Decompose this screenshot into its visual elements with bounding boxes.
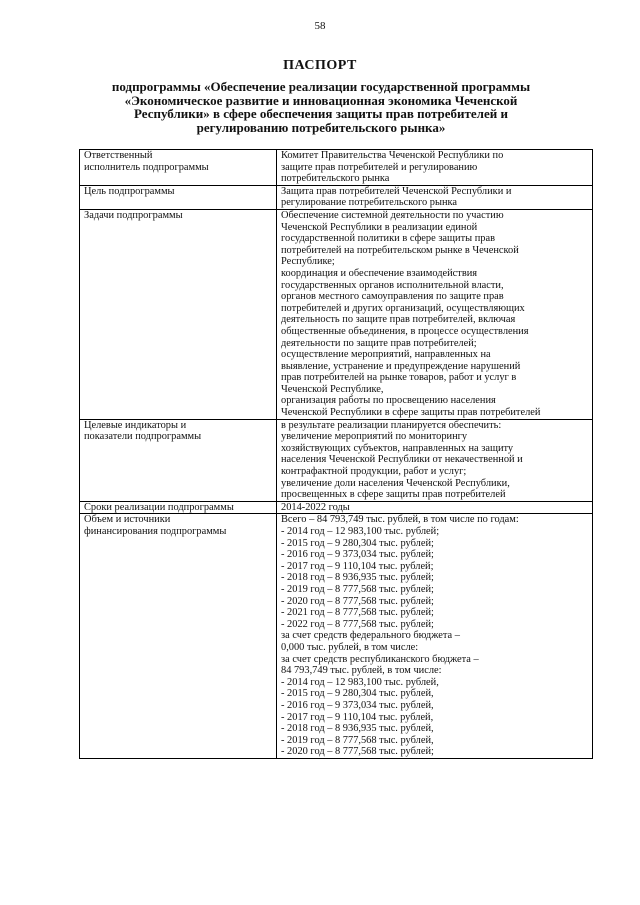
row-value-line: - 2015 год – 9 280,304 тыс. рублей, xyxy=(281,688,434,700)
table-row xyxy=(80,419,593,501)
row-label-cell xyxy=(80,150,277,186)
row-value-line: организация работы по просвещению населения xyxy=(281,395,496,407)
row-value-line: общественные объединения, в процессе осуществления xyxy=(281,325,529,337)
row-value-line: - 2014 год – 12 983,100 тыс. рублей; xyxy=(281,526,440,537)
row-value-line: за счет средств федерального бюджета – xyxy=(281,630,460,642)
row-value-line: государственных органов исполнительной власти, xyxy=(281,279,504,291)
row-value-line: государственной политики в сфере защиты прав xyxy=(281,233,495,245)
row-value-line: - 2019 год – 8 777,568 тыс. рублей, xyxy=(281,734,434,746)
row-value-line: Защита прав потребителей Чеченской Республики и xyxy=(281,185,512,197)
row-value-line: Чеченской Республики в реализации единой xyxy=(281,221,478,233)
table-row xyxy=(80,185,593,209)
row-value-line: - 2018 год – 8 936,935 тыс. рублей, xyxy=(281,723,434,735)
row-value-line: - 2020 год – 8 777,568 тыс. рублей; xyxy=(281,595,434,607)
table-row xyxy=(80,209,593,419)
row-value-line: потребителей на потребительском рынке в Чеченской xyxy=(281,244,519,256)
table-row xyxy=(80,501,593,514)
row-value-line: увеличение доли населения Чеченской Республики, xyxy=(281,477,510,489)
document-subtitle xyxy=(105,80,537,134)
row-value-line: осуществление мероприятий, направленных на xyxy=(281,349,491,361)
row-label-line: Задачи подпрограммы xyxy=(84,209,183,221)
row-value-line: - 2017 год – 9 110,104 тыс. рублей; xyxy=(281,560,434,572)
row-label-line: финансирования подпрограммы xyxy=(84,526,227,537)
row-value-line: - 2019 год – 8 777,568 тыс. рублей; xyxy=(281,583,434,595)
table-row xyxy=(80,150,593,186)
row-value-line: - 2022 год – 8 777,568 тыс. рублей; xyxy=(281,618,434,630)
passport-table xyxy=(79,149,593,759)
row-value-line: - 2018 год – 8 936,935 тыс. рублей; xyxy=(281,572,434,584)
row-value-line: Чеченской Республике, xyxy=(281,383,384,395)
row-value-line: - 2017 год – 9 110,104 тыс. рублей, xyxy=(281,711,434,723)
row-value-line: - 2020 год – 8 777,568 тыс. рублей; xyxy=(281,746,434,758)
row-value-cell xyxy=(277,150,593,186)
row-value-cell xyxy=(277,501,593,514)
row-label-cell xyxy=(80,514,277,758)
row-value-line: Обеспечение системной деятельности по участию xyxy=(281,209,504,221)
row-value-line: Республике; xyxy=(281,256,335,268)
row-value-line: регулирование потребительского рынка xyxy=(281,197,458,209)
row-label-line: Объем и источники xyxy=(84,514,171,526)
row-value-line: координация и обеспечение взаимодействия xyxy=(281,267,478,279)
row-value-line: контрафактной продукции, работ и услуг; xyxy=(281,466,467,478)
row-value-line: населения Чеченской Республики от некачественной и xyxy=(281,454,523,466)
row-value-line: - 2021 год – 8 777,568 тыс. рублей; xyxy=(281,607,434,619)
row-value-line: 0,000 тыс. рублей, в том числе: xyxy=(281,641,419,653)
row-value-line: - 2014 год – 12 983,100 тыс. рублей, xyxy=(281,676,439,688)
row-value-line: деятельности по защите прав потребителей; xyxy=(281,337,477,349)
row-label-line: Ответственный xyxy=(84,150,153,161)
row-value-line: выявление, устранение и предупреждение нарушений xyxy=(281,360,521,372)
row-value-cell xyxy=(277,185,593,209)
row-value-line: Всего – 84 793,749 тыс. рублей, в том числе по годам: xyxy=(281,514,519,526)
page-number: 58 xyxy=(314,20,326,32)
row-value-line: хозяйствующих субъектов, направленных на защиту xyxy=(281,442,514,454)
table-row xyxy=(80,514,593,758)
row-value-line: Комитет Правительства Чеченской Республики по xyxy=(281,150,504,161)
row-value-line: 2014-2022 годы xyxy=(281,501,350,513)
row-value-line: деятельность по защите прав потребителей, включая xyxy=(281,314,516,326)
row-value-cell xyxy=(277,419,593,501)
row-value-line: - 2016 год – 9 373,034 тыс. рублей, xyxy=(281,699,434,711)
row-value-line: Чеченской Республики в сфере защиты прав потребителей xyxy=(281,407,541,419)
row-value-line: за счет средств республиканского бюджета – xyxy=(281,653,479,665)
row-label-line: Цель подпрограммы xyxy=(84,185,175,197)
row-value-line: потребителей и других организаций, осуществляющих xyxy=(281,302,525,314)
row-label-line: Целевые индикаторы и xyxy=(84,419,187,431)
row-value-line: 84 793,749 тыс. рублей, в том числе: xyxy=(281,665,442,677)
row-value-cell xyxy=(277,514,593,758)
subtitle-line: подпрограммы «Обеспечение реализации государственной программы xyxy=(111,79,531,94)
row-label-cell xyxy=(80,185,277,209)
row-value-cell xyxy=(277,209,593,419)
passport-table-body xyxy=(80,150,593,759)
row-value-line: просвещенных в сфере защиты прав потребителей xyxy=(281,489,506,501)
row-value-line: в результате реализации планируется обеспечить: xyxy=(281,419,502,431)
row-label-line: показатели подпрограммы xyxy=(84,431,202,443)
row-label-cell xyxy=(80,419,277,501)
row-value-line: потребительского рынка xyxy=(281,173,390,185)
row-value-line: - 2016 год – 9 373,034 тыс. рублей; xyxy=(281,549,434,561)
subtitle-line: Республики» в сфере обеспечения защиты прав потребителей и xyxy=(134,106,508,121)
row-value-line: увеличение мероприятий по мониторингу xyxy=(281,431,468,443)
row-label-cell xyxy=(80,209,277,419)
row-label-line: исполнитель подпрограммы xyxy=(84,161,209,173)
row-value-line: прав потребителей на рынке товаров, работ и услуг в xyxy=(281,372,517,384)
row-label-line: Сроки реализации подпрограммы xyxy=(84,501,234,513)
row-value-line: - 2015 год – 9 280,304 тыс. рублей; xyxy=(281,537,434,549)
row-value-line: защите прав потребителей и регулированию xyxy=(281,161,478,173)
row-label-cell xyxy=(80,501,277,514)
document-title: ПАСПОРТ xyxy=(283,58,357,73)
subtitle-line: «Экономическое развитие и инновационная экономика Чеченской xyxy=(124,92,518,108)
row-value-line: органов местного самоуправления по защите прав xyxy=(281,291,504,303)
subtitle-line: регулированию потребительского рынка» xyxy=(196,119,446,135)
